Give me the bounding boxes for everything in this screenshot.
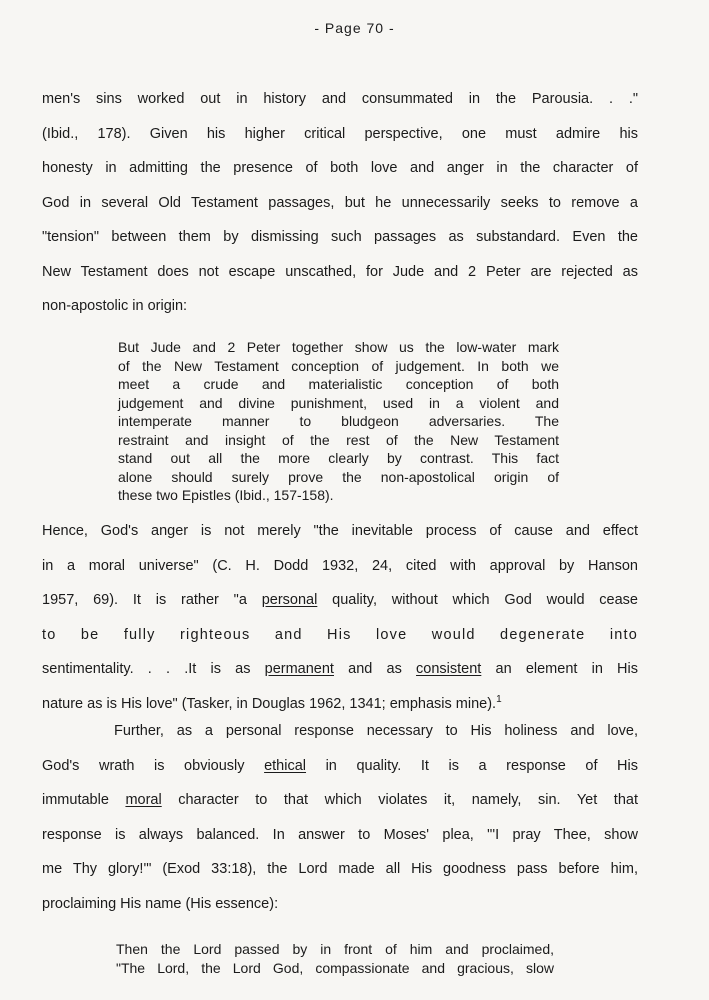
- text-line: Further, as a personal response necessary to His holiness and love,: [114, 723, 638, 739]
- text-line: proclaiming His name (His essence):: [42, 895, 279, 912]
- emphasis-underline: moral: [125, 792, 162, 808]
- text-line: [42, 749, 638, 784]
- paragraph-1: [42, 82, 638, 324]
- text-run: 1957, 69). It is rather "a: [42, 592, 262, 608]
- text-line: [42, 783, 638, 818]
- emphasis-underline: ethical: [264, 757, 307, 774]
- text-run: character to that which violates it, namely, sin. Yet that: [161, 792, 638, 808]
- text-line: Hence, God's anger is not merely "the inevitable process of cause and effect: [42, 523, 638, 539]
- quote-line: alone should surely prove the non-apostolical origin of: [118, 468, 559, 485]
- paragraph-2: [42, 514, 638, 721]
- quote-line: "The Lord, the Lord God, compassionate and gracious, slow: [116, 959, 554, 976]
- quote-line: restraint and insight of the rest of the New Testament: [118, 431, 559, 448]
- emphasis-underline: personal: [261, 592, 318, 608]
- text-line: in a moral universe" (C. H. Dodd 1932, 24, cited with approval by Hanson: [42, 557, 638, 574]
- quote-line: these two Epistles (Ibid., 157-158).: [118, 487, 334, 503]
- block-quote-2: [116, 940, 554, 977]
- text-line: honesty in admitting the presence of both love and anger in the character of: [42, 160, 638, 176]
- emphasis-underline: consistent: [416, 661, 482, 677]
- quote-line: meet a crude and materialistic conception of both: [118, 376, 559, 392]
- text-line: God in several Old Testament passages, but he unnecessarily seeks to remove a: [42, 194, 638, 211]
- text-run: sentimentality. . . .It is as: [42, 661, 265, 677]
- quote-line: judgement and divine punishment, used in a violent and: [118, 394, 559, 411]
- emphasis-underline: permanent: [264, 661, 334, 677]
- quote-line: stand out all the more clearly by contrast. This fact: [118, 450, 559, 466]
- quote-line: of the New Testament conception of judgement. In both we: [118, 357, 559, 374]
- block-quote-1: [118, 338, 559, 505]
- text-line: to be fully righteous and His love would degenerate into: [42, 626, 638, 643]
- page-number: - Page 70 -: [314, 20, 395, 36]
- quote-line: intemperate manner to bludgeon adversaries. The: [118, 413, 559, 429]
- text-line: (Ibid., 178). Given his higher critical perspective, one must admire his: [42, 125, 638, 142]
- quote-line: Then the Lord passed by in front of him and proclaimed,: [116, 941, 554, 957]
- text-line: me Thy glory!'" (Exod 33:18), the Lord made all His goodness pass before him,: [42, 861, 638, 877]
- text-line: non-apostolic in origin:: [42, 298, 188, 314]
- text-line: New Testament does not escape unscathed, for Jude and 2 Peter are rejected as: [42, 263, 638, 280]
- text-line: "tension" between them by dismissing such passages as substandard. Even the: [42, 229, 638, 245]
- text-run: and as: [333, 661, 417, 677]
- text-run: nature as is His love" (Tasker, in Douglas 1962, 1341; emphasis mine).: [42, 695, 497, 712]
- text-run: an element in His: [481, 661, 639, 677]
- paragraph-3: [42, 714, 638, 921]
- text-run: quality, without which God would cease: [317, 592, 638, 608]
- text-line: response is always balanced. In answer to Moses' plea, "'I pray Thee, show: [42, 826, 638, 843]
- footnote-marker: 1: [496, 693, 502, 705]
- text-run: in quality. It is a response of His: [306, 757, 638, 774]
- text-line: [42, 652, 638, 687]
- text-run: immutable: [42, 792, 126, 808]
- text-line: men's sins worked out in history and consummated in the Parousia. . .": [42, 91, 638, 107]
- text-line: [42, 583, 638, 618]
- text-run: God's wrath is obviously: [42, 757, 265, 774]
- quote-line: But Jude and 2 Peter together show us the low-water mark: [118, 339, 559, 355]
